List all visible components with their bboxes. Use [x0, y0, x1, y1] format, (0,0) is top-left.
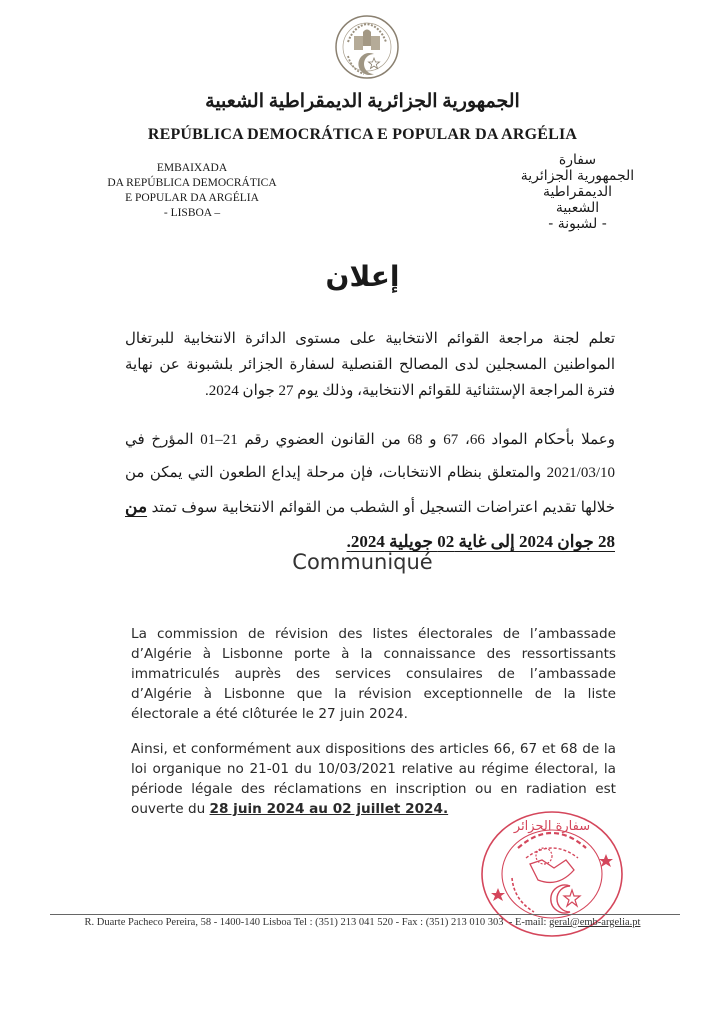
notice-period-highlight-arabic: من 28 جوان 2024 إلى غاية 02 جويلية 2024.	[125, 497, 615, 551]
notice-title-french: Communiqué	[292, 550, 433, 574]
footer-tel-label: Tel :	[293, 917, 313, 928]
republic-title-arabic: الجمهورية الجزائرية الديمقراطية الشعبية	[205, 91, 520, 112]
notice-paragraph-arabic-1: تعلم لجنة مراجعة القوائم الانتخابية على مستوى الدائرة الانتخابية للبرتغال المواطنين المسجلين لدى المصالح القنصلية لسفارة الجزائر بلشبونة عن نهاية فترة المراجعة الإستثنائية للقوائم الانتخابية، وذلك يوم 27 جوان 2024.	[125, 331, 615, 399]
notice-paragraph-french-2-text: Ainsi, et conformément aux dispositions des articles 66, 67 et 68 de la loi organique no 21-01 du 10/03/2021 relative au régime électoral, la période légale des réclamations en inscription ou en radiation est ouverte du	[131, 741, 616, 817]
embassy-ar-line: - لشبونة -	[548, 216, 607, 232]
embassy-address-block-arabic	[520, 152, 635, 232]
footer-address: R. Duarte Pacheco Pereira, 58 - 1400-140 Lisboa	[84, 917, 292, 928]
embassy-pt-line: DA REPÚBLICA DEMOCRÁTICA	[107, 177, 277, 189]
stamp-text: سفارة الجزائر	[513, 819, 591, 834]
footer-divider	[50, 914, 680, 915]
footer-email-label: E-mail:	[514, 917, 547, 928]
notice-period-highlight-french: 28 juin 2024 au 02 juillet 2024.	[209, 801, 449, 817]
notice-paragraph-french-1: La commission de révision des listes électorales de l’ambassade d’Algérie à Lisbonne porte à la connaissance des ressortissants immatriculés auprès des services consulaires de l’ambassade d’Algérie à Lisbonne que la révision exceptionnelle de la liste électorale a été clôturée le 27 juin 2024.	[131, 626, 616, 722]
footer-email-link[interactable]: geral@emb-argelia.pt	[549, 917, 641, 928]
embassy-pt-line: EMBAIXADA	[156, 162, 228, 174]
footer-fax: (351) 213 010 303	[425, 917, 504, 928]
notice-paragraph-arabic-2-text: وعملا بأحكام المواد 66، 67 و 68 من القانون العضوي رقم 21–01 المؤرخ في 2021/03/10 والمتعلق بنظام الانتخابات، فإن مرحلة إيداع الطعون التي يمكن من خلالها تقديم اعتراضات التسجيل أو الشطب من القوائم الانتخابية سوف تمتد	[125, 432, 615, 516]
embassy-address-block-portuguese	[92, 161, 292, 221]
notice-paragraph-arabic-2	[125, 424, 615, 560]
footer-fax-label: Fax :	[401, 917, 424, 928]
footer-tel: (351) 213 041 520	[315, 917, 394, 928]
footer-contact: R. Duarte Pacheco Pereira, 58 - 1400-140 Lisboa Tel : (351) 213 041 520 - Fax : (351) 213 010 303 - E-mail: geral@emb-argelia.pt	[84, 917, 641, 928]
embassy-ar-line: الديمقراطية الشعبية	[542, 184, 613, 216]
algeria-coat-of-arms-icon	[334, 12, 400, 82]
notice-title-arabic: إعلان	[325, 260, 400, 293]
embassy-ar-line: سفارة	[558, 152, 597, 168]
embassy-ar-line: الجمهورية الجزائرية	[520, 168, 635, 184]
notice-paragraph-french-2	[131, 739, 616, 819]
republic-title-portuguese: REPÚBLICA DEMOCRÁTICA E POPULAR DA ARGÉLIA	[147, 126, 578, 143]
embassy-pt-line: - LISBOA –	[163, 207, 221, 219]
embassy-pt-line: E POPULAR DA ARGÉLIA	[125, 192, 259, 204]
